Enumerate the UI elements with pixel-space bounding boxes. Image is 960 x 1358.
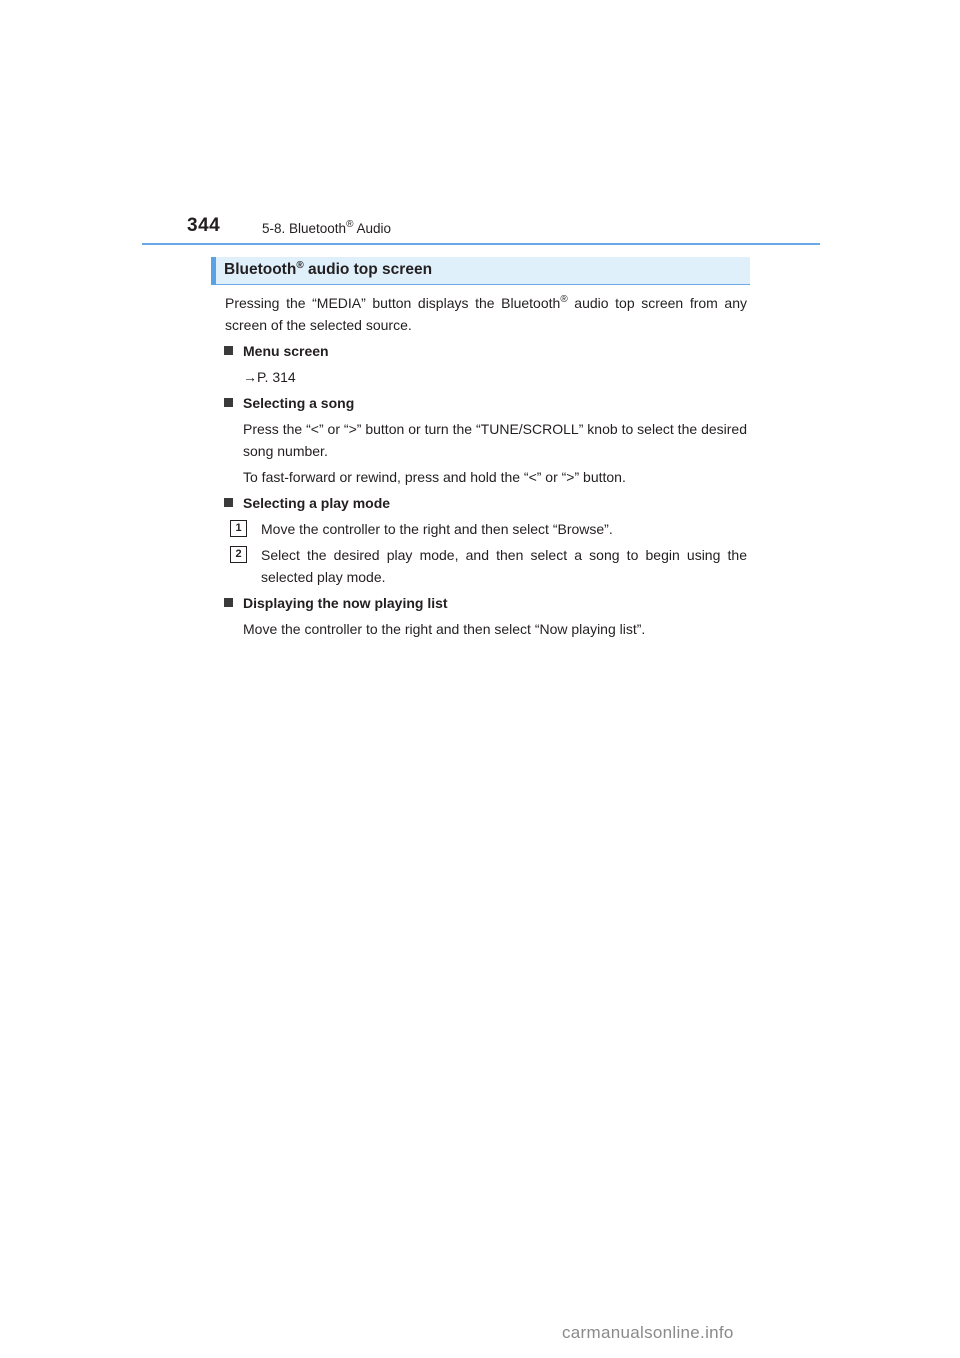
step-number-box: 2 [230,546,247,563]
registered-mark: ® [346,219,354,230]
section-title-suffix: audio top screen [303,261,433,278]
square-bullet-icon [224,346,233,355]
intro-text-start: Pressing the “MEDIA” button displays the Bluetooth [225,295,561,311]
subhead-label: Menu screen [243,343,329,359]
subhead-label: Selecting a song [243,395,355,411]
page-number: 344 [187,215,221,236]
running-head-prefix: 5-8. Bluetooth [262,221,347,236]
section-title [224,261,432,279]
registered-mark: ® [560,294,568,305]
running-head-suffix: Audio [353,221,391,236]
square-bullet-icon [224,498,233,507]
step-item [235,518,747,540]
step-item [235,544,747,588]
watermark: carmanualsonline.info [562,1323,734,1342]
page-reference-link[interactable]: →P. 314 [243,369,296,385]
intro-paragraph [225,292,747,336]
intro-text-end: audio top screen from any screen of the selected source. [225,295,747,333]
now-playing-paragraph: Move the controller to the right and then select “Now playing list”. [243,621,646,637]
body-content [225,292,747,640]
subhead-menu-screen [224,340,747,362]
section-bar [211,257,750,285]
square-bullet-icon [224,598,233,607]
subhead-now-playing [224,592,747,614]
header-rule [142,243,820,245]
subhead-label: Displaying the now playing list [243,595,448,611]
subhead-selecting-song [224,392,747,414]
step-text: Move the controller to the right and then select “Browse”. [261,521,613,537]
subhead-label: Selecting a play mode [243,495,391,511]
square-bullet-icon [224,398,233,407]
section-bar-accent [211,257,216,285]
step-text: Select the desired play mode, and then select a song to begin using the selected play mode. [261,547,747,585]
subhead-play-mode [224,492,747,514]
registered-mark: ® [296,260,304,271]
fast-forward-paragraph: To fast-forward or rewind, press and hold the “<” or “>” button. [243,469,626,485]
section-title-prefix: Bluetooth [224,261,297,278]
selecting-song-paragraph: Press the “<” or “>” button or turn the “TUNE/SCROLL” knob to select the desired song number. [243,421,747,459]
running-head [262,221,391,236]
step-number-box: 1 [230,520,247,537]
